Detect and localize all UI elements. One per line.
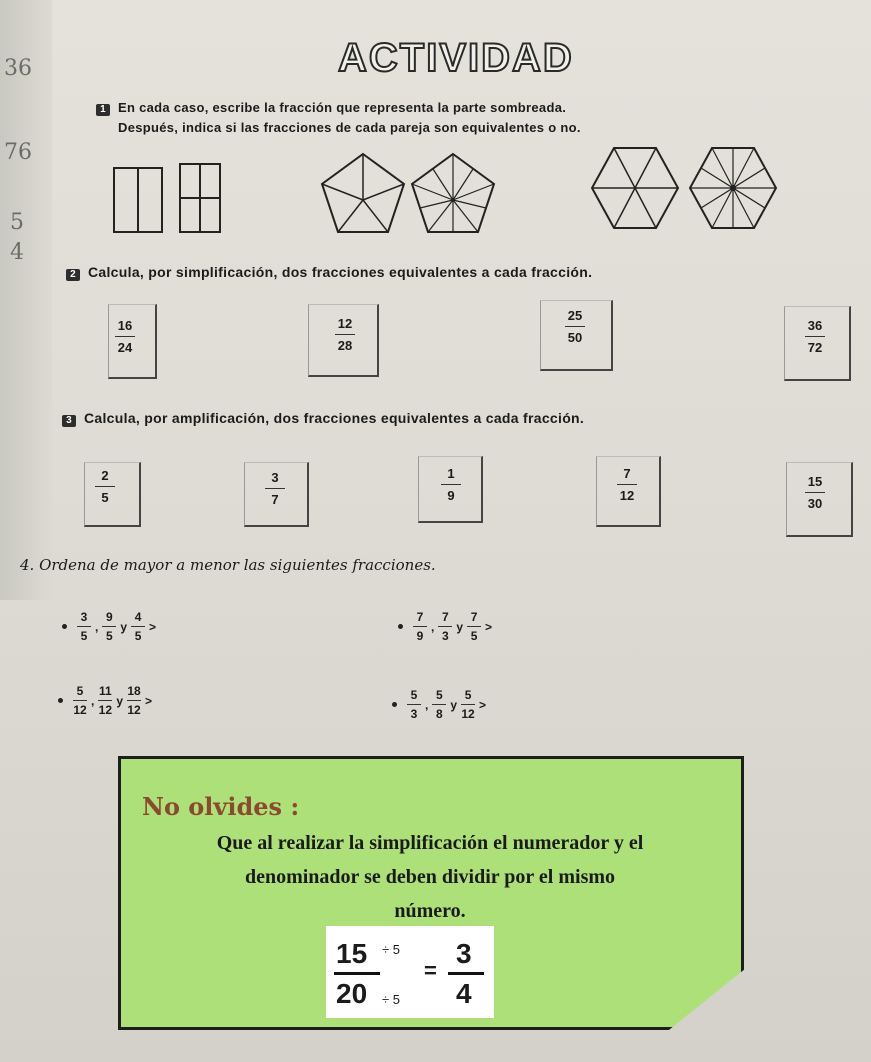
- margin-scribble: 36: [4, 56, 32, 81]
- fraction-12-28: [330, 316, 360, 353]
- section1-line1: En cada caso, escribe la fracción que representa la parte sombreada.: [118, 100, 567, 115]
- section1-line2: Después, indica si las fracciones de cada pareja son equivalentes o no.: [118, 120, 581, 135]
- margin-scribble: 4: [10, 240, 24, 265]
- order-group-1: 3 5 , 9 5 y 4 5 >: [62, 610, 158, 643]
- numerator: 25: [567, 308, 583, 323]
- example-denominator: 20: [336, 978, 368, 1009]
- numerator: 2: [101, 468, 109, 483]
- denominator: 9: [447, 488, 455, 503]
- note-line1: Que al realizar la simplificación el numerador y el: [216, 832, 644, 854]
- simplification-example: [326, 926, 494, 1018]
- section1-number: 1: [96, 104, 110, 116]
- numerator: 1: [447, 466, 455, 481]
- example-op-denominator: ÷ 5: [382, 992, 400, 1007]
- denominator: 24: [117, 340, 133, 355]
- section3-instruction: [62, 410, 584, 427]
- numerator: 3: [271, 470, 279, 485]
- order-group-3: 5 12 , 11 12 y 18 12 >: [58, 684, 154, 717]
- note-line3: número.: [394, 900, 466, 922]
- fraction-3-7: [260, 470, 290, 507]
- margin-scribble: 76: [4, 140, 32, 165]
- hexagon-6-parts: [592, 148, 678, 228]
- bullet-icon: [392, 702, 397, 707]
- fraction-15-30: [800, 474, 830, 511]
- bullet-icon: [398, 624, 403, 629]
- section3-number: 3: [62, 415, 76, 427]
- pentagon-5-parts: [322, 154, 404, 232]
- fraction-2-5: [90, 468, 120, 505]
- section2-text: Calcula, por simplificación, dos fracciones equivalentes a cada fracción.: [88, 264, 593, 280]
- rectangle-figures: [110, 160, 225, 236]
- section3-text: Calcula, por amplificación, dos fracciones equivalentes a cada fracción.: [84, 410, 585, 426]
- margin-scribble: 5: [10, 210, 24, 235]
- section4-title: 4. Ordena de mayor a menor las siguientes fracciones.: [20, 556, 436, 574]
- denominator: 30: [807, 496, 823, 511]
- numerator: 12: [337, 316, 353, 331]
- section1-instruction: [96, 100, 566, 116]
- fraction-36-72: [800, 318, 830, 355]
- result-numerator: 3: [456, 938, 472, 969]
- denominator: 5: [101, 490, 109, 505]
- bullet-icon: [58, 698, 63, 703]
- note-line2: denominador se deben dividir por el mismo: [244, 866, 616, 888]
- denominator: 72: [807, 340, 823, 355]
- pentagon-figures: [318, 148, 500, 238]
- hexagon-figures: [590, 144, 780, 234]
- page-title: ACTIVIDAD: [338, 36, 574, 80]
- denominator: 7: [271, 492, 279, 507]
- numerator: 36: [807, 318, 823, 333]
- fraction-16-24: [110, 318, 140, 355]
- numerator: 7: [623, 466, 631, 481]
- numerator: 16: [117, 318, 133, 333]
- denominator: 50: [567, 330, 583, 345]
- section2-number: 2: [66, 269, 80, 281]
- result-denominator: 4: [456, 978, 472, 1009]
- notebook-margin: [0, 0, 52, 600]
- example-equals: =: [424, 958, 437, 983]
- numerator: 15: [807, 474, 823, 489]
- note-title: No olvides :: [142, 792, 300, 821]
- denominator: 12: [619, 488, 635, 503]
- example-numerator: 15: [336, 938, 368, 969]
- bullet-icon: [62, 624, 67, 629]
- fraction-1-9: [436, 466, 466, 503]
- hexagon-12-parts: [690, 148, 776, 228]
- fraction-25-50: [560, 308, 590, 345]
- denominator: 28: [337, 338, 353, 353]
- example-op-numerator: ÷ 5: [382, 942, 400, 957]
- order-group-2: 7 9 , 7 3 y 7 5 >: [398, 610, 494, 643]
- pentagon-10-parts: [412, 154, 494, 232]
- order-group-4: 5 3 , 5 8 y 5 12 >: [392, 688, 488, 721]
- section2-instruction: [66, 264, 592, 281]
- fraction-7-12: [612, 466, 642, 503]
- note-text: [130, 826, 730, 928]
